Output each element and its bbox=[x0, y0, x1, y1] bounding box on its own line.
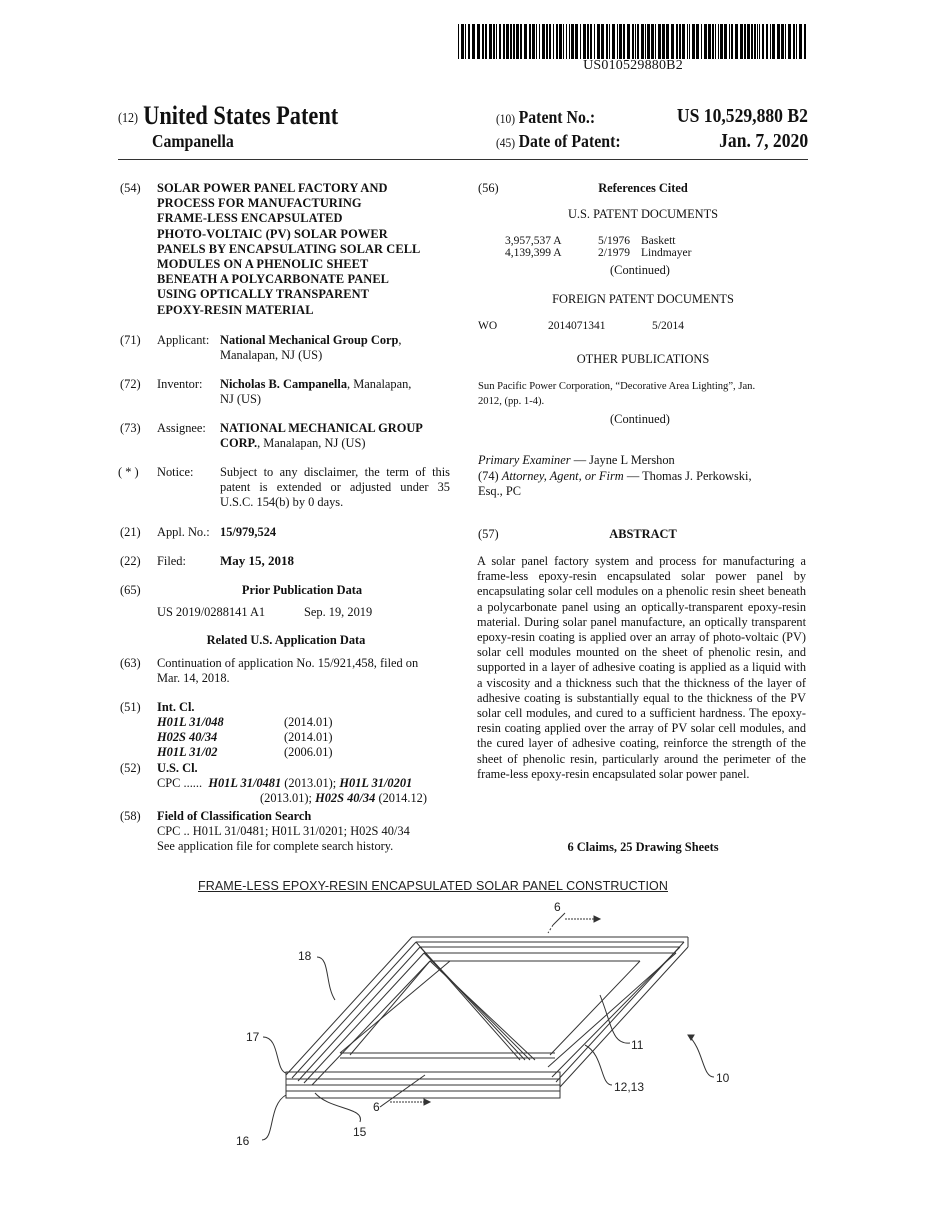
field-search-label: Field of Classification Search bbox=[157, 809, 312, 823]
inid-code-58: (58) bbox=[120, 809, 141, 823]
barcode-bar bbox=[658, 24, 661, 59]
barcode-bar bbox=[740, 24, 743, 59]
barcode-bar bbox=[718, 24, 719, 59]
barcode-bar bbox=[645, 24, 646, 59]
solar-panel-drawing bbox=[180, 895, 760, 1155]
cpc-version: (2014.12) bbox=[378, 791, 427, 805]
assignee-value bbox=[220, 421, 423, 451]
barcode-bar bbox=[468, 24, 470, 59]
barcode-bar bbox=[503, 24, 505, 59]
attorney-suffix: Esq., PC bbox=[478, 484, 522, 498]
barcode-bar bbox=[619, 24, 622, 59]
barcode-bar bbox=[729, 24, 730, 59]
barcode-bar bbox=[720, 24, 723, 59]
int-cl-version: (2014.01) bbox=[284, 730, 333, 744]
notice-line: patent is extended or adjusted under 35 bbox=[220, 480, 450, 494]
applicant-punct: , bbox=[398, 333, 402, 347]
inid-code-51: (51) bbox=[120, 700, 141, 714]
barcode-bar bbox=[770, 24, 771, 59]
inid-code-21: (21) bbox=[120, 525, 141, 539]
notice-text bbox=[220, 465, 450, 510]
us-doc-name: Baskett bbox=[641, 235, 676, 247]
panel-inner-diagonal bbox=[340, 942, 555, 1060]
barcode-bar bbox=[641, 24, 644, 59]
barcode-bar bbox=[724, 24, 727, 59]
barcode-bar bbox=[524, 24, 527, 59]
label-12-13: 12,13 bbox=[614, 1080, 645, 1094]
barcode-bar bbox=[777, 24, 780, 59]
invention-title-line: EPOXY-RESIN MATERIAL bbox=[157, 302, 314, 317]
invention-title-line: PHOTO-VOLTAIC (PV) SOLAR POWER bbox=[157, 226, 388, 241]
inid-code-74: (74) bbox=[478, 469, 499, 483]
cpc-prefix: CPC ...... bbox=[157, 776, 203, 790]
patent-number: US 10,529,880 B2 bbox=[676, 105, 808, 127]
leader-15 bbox=[315, 1093, 360, 1122]
inventor-value bbox=[220, 377, 411, 407]
patent-title-line bbox=[118, 101, 338, 131]
label-15: 15 bbox=[353, 1125, 367, 1139]
barcode-bar bbox=[539, 24, 540, 59]
barcode-bar bbox=[647, 24, 650, 59]
prior-publication-heading: Prior Publication Data bbox=[241, 583, 363, 597]
barcode-bar bbox=[701, 24, 702, 59]
barcode-bar bbox=[510, 24, 512, 59]
barcode-bar bbox=[662, 24, 665, 59]
notice-line: U.S.C. 154(b) by 0 days. bbox=[220, 495, 344, 509]
inid-code-54: (54) bbox=[120, 181, 141, 195]
barcode-bar bbox=[569, 24, 570, 59]
barcode-bar bbox=[623, 24, 625, 59]
barcode-bar bbox=[696, 24, 699, 59]
cpc-class: H01L 31/0201 bbox=[339, 776, 413, 790]
continuation-line: Mar. 14, 2018. bbox=[157, 671, 230, 685]
barcode-bar bbox=[708, 24, 711, 59]
patent-number-label bbox=[496, 107, 595, 128]
notice-line: Subject to any disclaimer, the term of this bbox=[220, 465, 450, 479]
inventor-name: Nicholas B. Campanella bbox=[220, 377, 348, 391]
leader-17 bbox=[263, 1037, 286, 1073]
us-doc-row bbox=[505, 247, 691, 259]
barcode-bar bbox=[477, 24, 480, 59]
inventor-label: Inventor: bbox=[157, 377, 203, 391]
barcode-bar bbox=[609, 24, 610, 59]
barcode-bar bbox=[689, 24, 690, 59]
barcode-bar bbox=[676, 24, 678, 59]
figure-title: FRAME-LESS EPOXY-RESIN ENCAPSULATED SOLAR PANEL CONSTRUCTION bbox=[198, 879, 668, 893]
foreign-doc-country: WO bbox=[478, 320, 498, 332]
barcode-bar bbox=[617, 24, 618, 59]
filed-label: Filed: bbox=[157, 554, 186, 568]
appl-no-label: Appl. No.: bbox=[157, 525, 210, 539]
barcode-number: US010529880B2 bbox=[583, 58, 683, 73]
other-publication-line: 2012, (pp. 1-4). bbox=[478, 396, 545, 407]
us-cl-line-2 bbox=[260, 791, 427, 806]
foreign-doc-row bbox=[478, 319, 684, 334]
us-doc-date: 2/1979 bbox=[598, 247, 630, 259]
barcode-bar bbox=[785, 24, 786, 59]
leader-10 bbox=[688, 1035, 714, 1077]
barcode-bar bbox=[485, 24, 487, 59]
us-doc-row bbox=[505, 235, 676, 247]
barcode-bar bbox=[637, 24, 639, 59]
barcode-bar bbox=[482, 24, 484, 59]
label-6-top: 6 bbox=[554, 900, 561, 914]
barcode-bar bbox=[472, 24, 475, 59]
header-divider bbox=[118, 159, 808, 160]
int-cl-class: H01L 31/048 bbox=[157, 715, 224, 729]
barcode-bar bbox=[587, 24, 589, 59]
invention-title-line: PROCESS FOR MANUFACTURING bbox=[157, 196, 362, 211]
barcode-bar bbox=[516, 24, 519, 59]
references-heading: References Cited bbox=[598, 181, 688, 195]
barcode-bar bbox=[751, 24, 753, 59]
other-publication bbox=[478, 379, 813, 409]
barcode-bar bbox=[461, 24, 464, 59]
barcode-bar bbox=[549, 24, 551, 59]
abstract-heading: ABSTRACT bbox=[609, 527, 677, 541]
section-arrow-top bbox=[548, 913, 600, 933]
foreign-doc-date: 5/2014 bbox=[652, 320, 684, 332]
assignee-label: Assignee: bbox=[157, 421, 206, 435]
barcode-bar bbox=[597, 24, 600, 59]
int-cl-version: (2014.01) bbox=[284, 715, 333, 729]
inid-code-63: (63) bbox=[120, 656, 141, 670]
abstract-text: A solar panel factory system and process for manufacturing a frame-less epoxy-resin encapsulated solar power panel by encapsulating solar cell modules on a phenolic resin sheet beneath a polycarbonate panel using an optically-transparent epoxy-resin material. During solar panel manufacture, an optically transparent epoxy-resin coating is applied over an array of photo-voltaic (PV) solar cell modules mounted on the sheet of phenolic resin, and supported in a layer of adhesive coating is applied as a liquid with a viscosity and a thickness such that the thickness of the layer of adhesive coating is substantially equal to the thickness of the PV solar cell modules, and cured to a sufficient hardness. The epoxy-resin coating applied over the array of PV solar cell modules, and the cured layer of adhesive coating, reinforce the strength of the sheet of phenolic resin, particularly around the perimeter of the frame-less epoxy-resin encapsulated solar power panel. bbox=[477, 554, 806, 781]
us-docs-continued: (Continued) bbox=[610, 263, 670, 277]
cpc-class: H02S 40/34 bbox=[315, 791, 376, 805]
barcode-bar bbox=[793, 24, 795, 59]
leader-1213 bbox=[585, 1045, 612, 1085]
barcode-bar bbox=[687, 24, 688, 59]
barcode-bar bbox=[458, 24, 459, 59]
date-of-patent: Jan. 7, 2020 bbox=[719, 130, 808, 152]
barcode-bar bbox=[704, 24, 707, 59]
inid-code-72: (72) bbox=[120, 377, 141, 391]
inid-code-73: (73) bbox=[120, 421, 141, 435]
prior-publication-number: US 2019/0288141 A1 bbox=[157, 605, 266, 619]
barcode-bar bbox=[590, 24, 592, 59]
barcode-bar bbox=[513, 24, 515, 59]
continuation-line: Continuation of application No. 15/921,458, filed on bbox=[157, 656, 419, 670]
label-6-bottom: 6 bbox=[373, 1100, 380, 1114]
appl-no-value: 15/979,524 bbox=[220, 525, 277, 539]
barcode-bar bbox=[712, 24, 714, 59]
int-cl-class: H02S 40/34 bbox=[157, 730, 218, 744]
foreign-doc-number: 2014071341 bbox=[548, 320, 606, 332]
inid-code-56: (56) bbox=[478, 181, 499, 195]
field-search-note: See application file for complete search history. bbox=[157, 839, 394, 853]
barcode-bar bbox=[747, 24, 750, 59]
inid-code-57: (57) bbox=[478, 527, 499, 541]
int-cl-label: Int. Cl. bbox=[157, 700, 195, 714]
inid-code-45: (45) bbox=[496, 135, 516, 150]
barcode-bar bbox=[580, 24, 581, 59]
label-16: 16 bbox=[236, 1134, 250, 1148]
document-type: United States Patent bbox=[143, 101, 339, 130]
barcode-bar bbox=[493, 24, 495, 59]
primary-examiner bbox=[478, 453, 675, 468]
barcode-bar bbox=[731, 24, 733, 59]
us-doc-name: Lindmayer bbox=[641, 247, 692, 259]
inid-code-10: (10) bbox=[496, 111, 516, 126]
barcode-bar bbox=[666, 24, 669, 59]
attorney-name: — Thomas J. Perkowski, bbox=[626, 469, 752, 483]
barcode-bar bbox=[489, 24, 492, 59]
barcode-bar bbox=[536, 24, 537, 59]
barcode-bar bbox=[546, 24, 548, 59]
label-10: 10 bbox=[716, 1071, 730, 1085]
inventor-surname: Campanella bbox=[152, 131, 234, 151]
notice-label: Notice: bbox=[157, 465, 194, 479]
barcode-bar bbox=[744, 24, 746, 59]
us-cl-label: U.S. Cl. bbox=[157, 761, 198, 775]
other-publication-line: Sun Pacific Power Corporation, “Decorative Area Lighting”, Jan. bbox=[478, 381, 756, 392]
field-search-cpc: CPC .. H01L 31/0481; H01L 31/0201; H02S 40/34 bbox=[157, 824, 410, 838]
barcode-bar bbox=[671, 24, 674, 59]
barcode-bar bbox=[804, 24, 806, 59]
filed-value: May 15, 2018 bbox=[220, 553, 295, 568]
foreign-patent-documents-heading: FOREIGN PATENT DOCUMENTS bbox=[552, 292, 734, 306]
patent-no-label-text: Patent No.: bbox=[518, 107, 596, 127]
assignee-location: , Manalapan, NJ (US) bbox=[257, 436, 366, 450]
barcode-bar bbox=[651, 24, 654, 59]
int-cl-class: H01L 31/02 bbox=[157, 745, 218, 759]
inventor-state: NJ (US) bbox=[220, 392, 261, 406]
other-pubs-continued: (Continued) bbox=[610, 412, 670, 426]
barcode-bar bbox=[529, 24, 531, 59]
barcode-bar bbox=[772, 24, 775, 59]
barcode-bar bbox=[632, 24, 634, 59]
barcode-bar bbox=[762, 24, 764, 59]
us-doc-date: 5/1976 bbox=[598, 235, 630, 247]
barcode-bar bbox=[499, 24, 501, 59]
barcode-bar bbox=[754, 24, 756, 59]
inid-code-71: (71) bbox=[120, 333, 141, 347]
inid-code-12: (12) bbox=[118, 111, 139, 126]
us-doc-number: 3,957,537 A bbox=[505, 235, 562, 247]
barcode-bar bbox=[612, 24, 615, 59]
attorney-label: Attorney, Agent, or Firm bbox=[501, 469, 624, 483]
barcode-bar bbox=[788, 24, 791, 59]
us-cl-line-1 bbox=[157, 776, 412, 791]
applicant-label: Applicant: bbox=[157, 333, 210, 347]
barcode-bar bbox=[735, 24, 738, 59]
inid-code-22: (22) bbox=[120, 554, 141, 568]
inid-code-52: (52) bbox=[120, 761, 141, 775]
barcode-bar bbox=[759, 24, 760, 59]
barcode-bar bbox=[566, 24, 567, 59]
us-doc-number: 4,139,399 A bbox=[505, 247, 562, 259]
barcode-bar bbox=[679, 24, 681, 59]
barcode-bar bbox=[496, 24, 497, 59]
barcode-bar bbox=[757, 24, 758, 59]
leader-18 bbox=[317, 957, 335, 1000]
label-18: 18 bbox=[298, 949, 312, 963]
barcode-bar bbox=[553, 24, 554, 59]
barcode-bar bbox=[682, 24, 685, 59]
us-patent-documents-heading: U.S. PATENT DOCUMENTS bbox=[567, 207, 719, 221]
prior-publication-date: Sep. 19, 2019 bbox=[304, 605, 373, 619]
invention-title-line: FRAME-LESS ENCAPSULATED bbox=[157, 211, 343, 226]
primary-examiner-name: — Jayne L Mershon bbox=[573, 453, 675, 467]
applicant-name: National Mechanical Group Corp bbox=[220, 333, 399, 347]
cpc-version: (2013.01); bbox=[260, 791, 312, 805]
barcode-bar bbox=[575, 24, 578, 59]
barcode-bar bbox=[594, 24, 595, 59]
claims-and-drawings: 6 Claims, 25 Drawing Sheets bbox=[567, 840, 719, 854]
barcode-bar bbox=[781, 24, 784, 59]
invention-title-line: PANELS BY ENCAPSULATING SOLAR CELL bbox=[157, 241, 421, 256]
barcode-bar bbox=[559, 24, 562, 59]
related-application-heading: Related U.S. Application Data bbox=[206, 633, 366, 647]
assignee-name-2: CORP. bbox=[220, 436, 258, 450]
barcode-bar bbox=[571, 24, 574, 59]
barcode-bar bbox=[799, 24, 802, 59]
barcode-bar bbox=[465, 24, 466, 59]
barcode-bar bbox=[601, 24, 604, 59]
date-label-text: Date of Patent: bbox=[518, 131, 621, 151]
invention-title-line: BENEATH A POLYCARBONATE PANEL bbox=[157, 272, 390, 287]
inid-code-65: (65) bbox=[120, 583, 141, 597]
barcode-bar bbox=[766, 24, 768, 59]
attorney bbox=[478, 469, 752, 484]
inventor-city: , Manalapan, bbox=[347, 377, 412, 391]
invention-title-line: SOLAR POWER PANEL FACTORY AND bbox=[157, 181, 388, 195]
applicant-value bbox=[220, 333, 402, 363]
invention-title-line: MODULES ON A PHENOLIC SHEET bbox=[157, 257, 369, 272]
barcode-bar bbox=[506, 24, 509, 59]
panel-right-edge bbox=[548, 937, 688, 1087]
primary-examiner-label: Primary Examiner bbox=[478, 453, 571, 467]
barcode-bar bbox=[655, 24, 656, 59]
barcode-bar bbox=[692, 24, 695, 59]
invention-title bbox=[157, 181, 420, 318]
panel-top-layers bbox=[412, 937, 688, 961]
cpc-class: H01L 31/0481 bbox=[208, 776, 282, 790]
date-of-patent-label bbox=[496, 131, 621, 152]
barcode-bar bbox=[542, 24, 545, 59]
label-11: 11 bbox=[631, 1038, 644, 1052]
barcode-bar bbox=[606, 24, 608, 59]
barcode-bar bbox=[635, 24, 636, 59]
barcode bbox=[458, 24, 808, 59]
cpc-version: (2013.01); bbox=[284, 776, 337, 790]
applicant-location: Manalapan, NJ (US) bbox=[220, 348, 323, 362]
invention-title-line: USING OPTICALLY TRANSPARENT bbox=[157, 287, 370, 302]
assignee-name-1: NATIONAL MECHANICAL GROUP bbox=[220, 421, 423, 435]
barcode-bar bbox=[532, 24, 535, 59]
other-publications-heading: OTHER PUBLICATIONS bbox=[576, 352, 710, 366]
label-17: 17 bbox=[246, 1030, 260, 1044]
leader-16 bbox=[262, 1095, 286, 1140]
barcode-bar bbox=[715, 24, 716, 59]
barcode-bar bbox=[563, 24, 564, 59]
inid-code-notice: ( * ) bbox=[118, 465, 139, 479]
barcode-bar bbox=[796, 24, 797, 59]
int-cl-version: (2006.01) bbox=[284, 745, 333, 759]
barcode-bar bbox=[627, 24, 630, 59]
barcode-bar bbox=[583, 24, 586, 59]
continuation-text bbox=[157, 656, 452, 686]
barcode-bar bbox=[556, 24, 558, 59]
barcode-bar bbox=[520, 24, 522, 59]
